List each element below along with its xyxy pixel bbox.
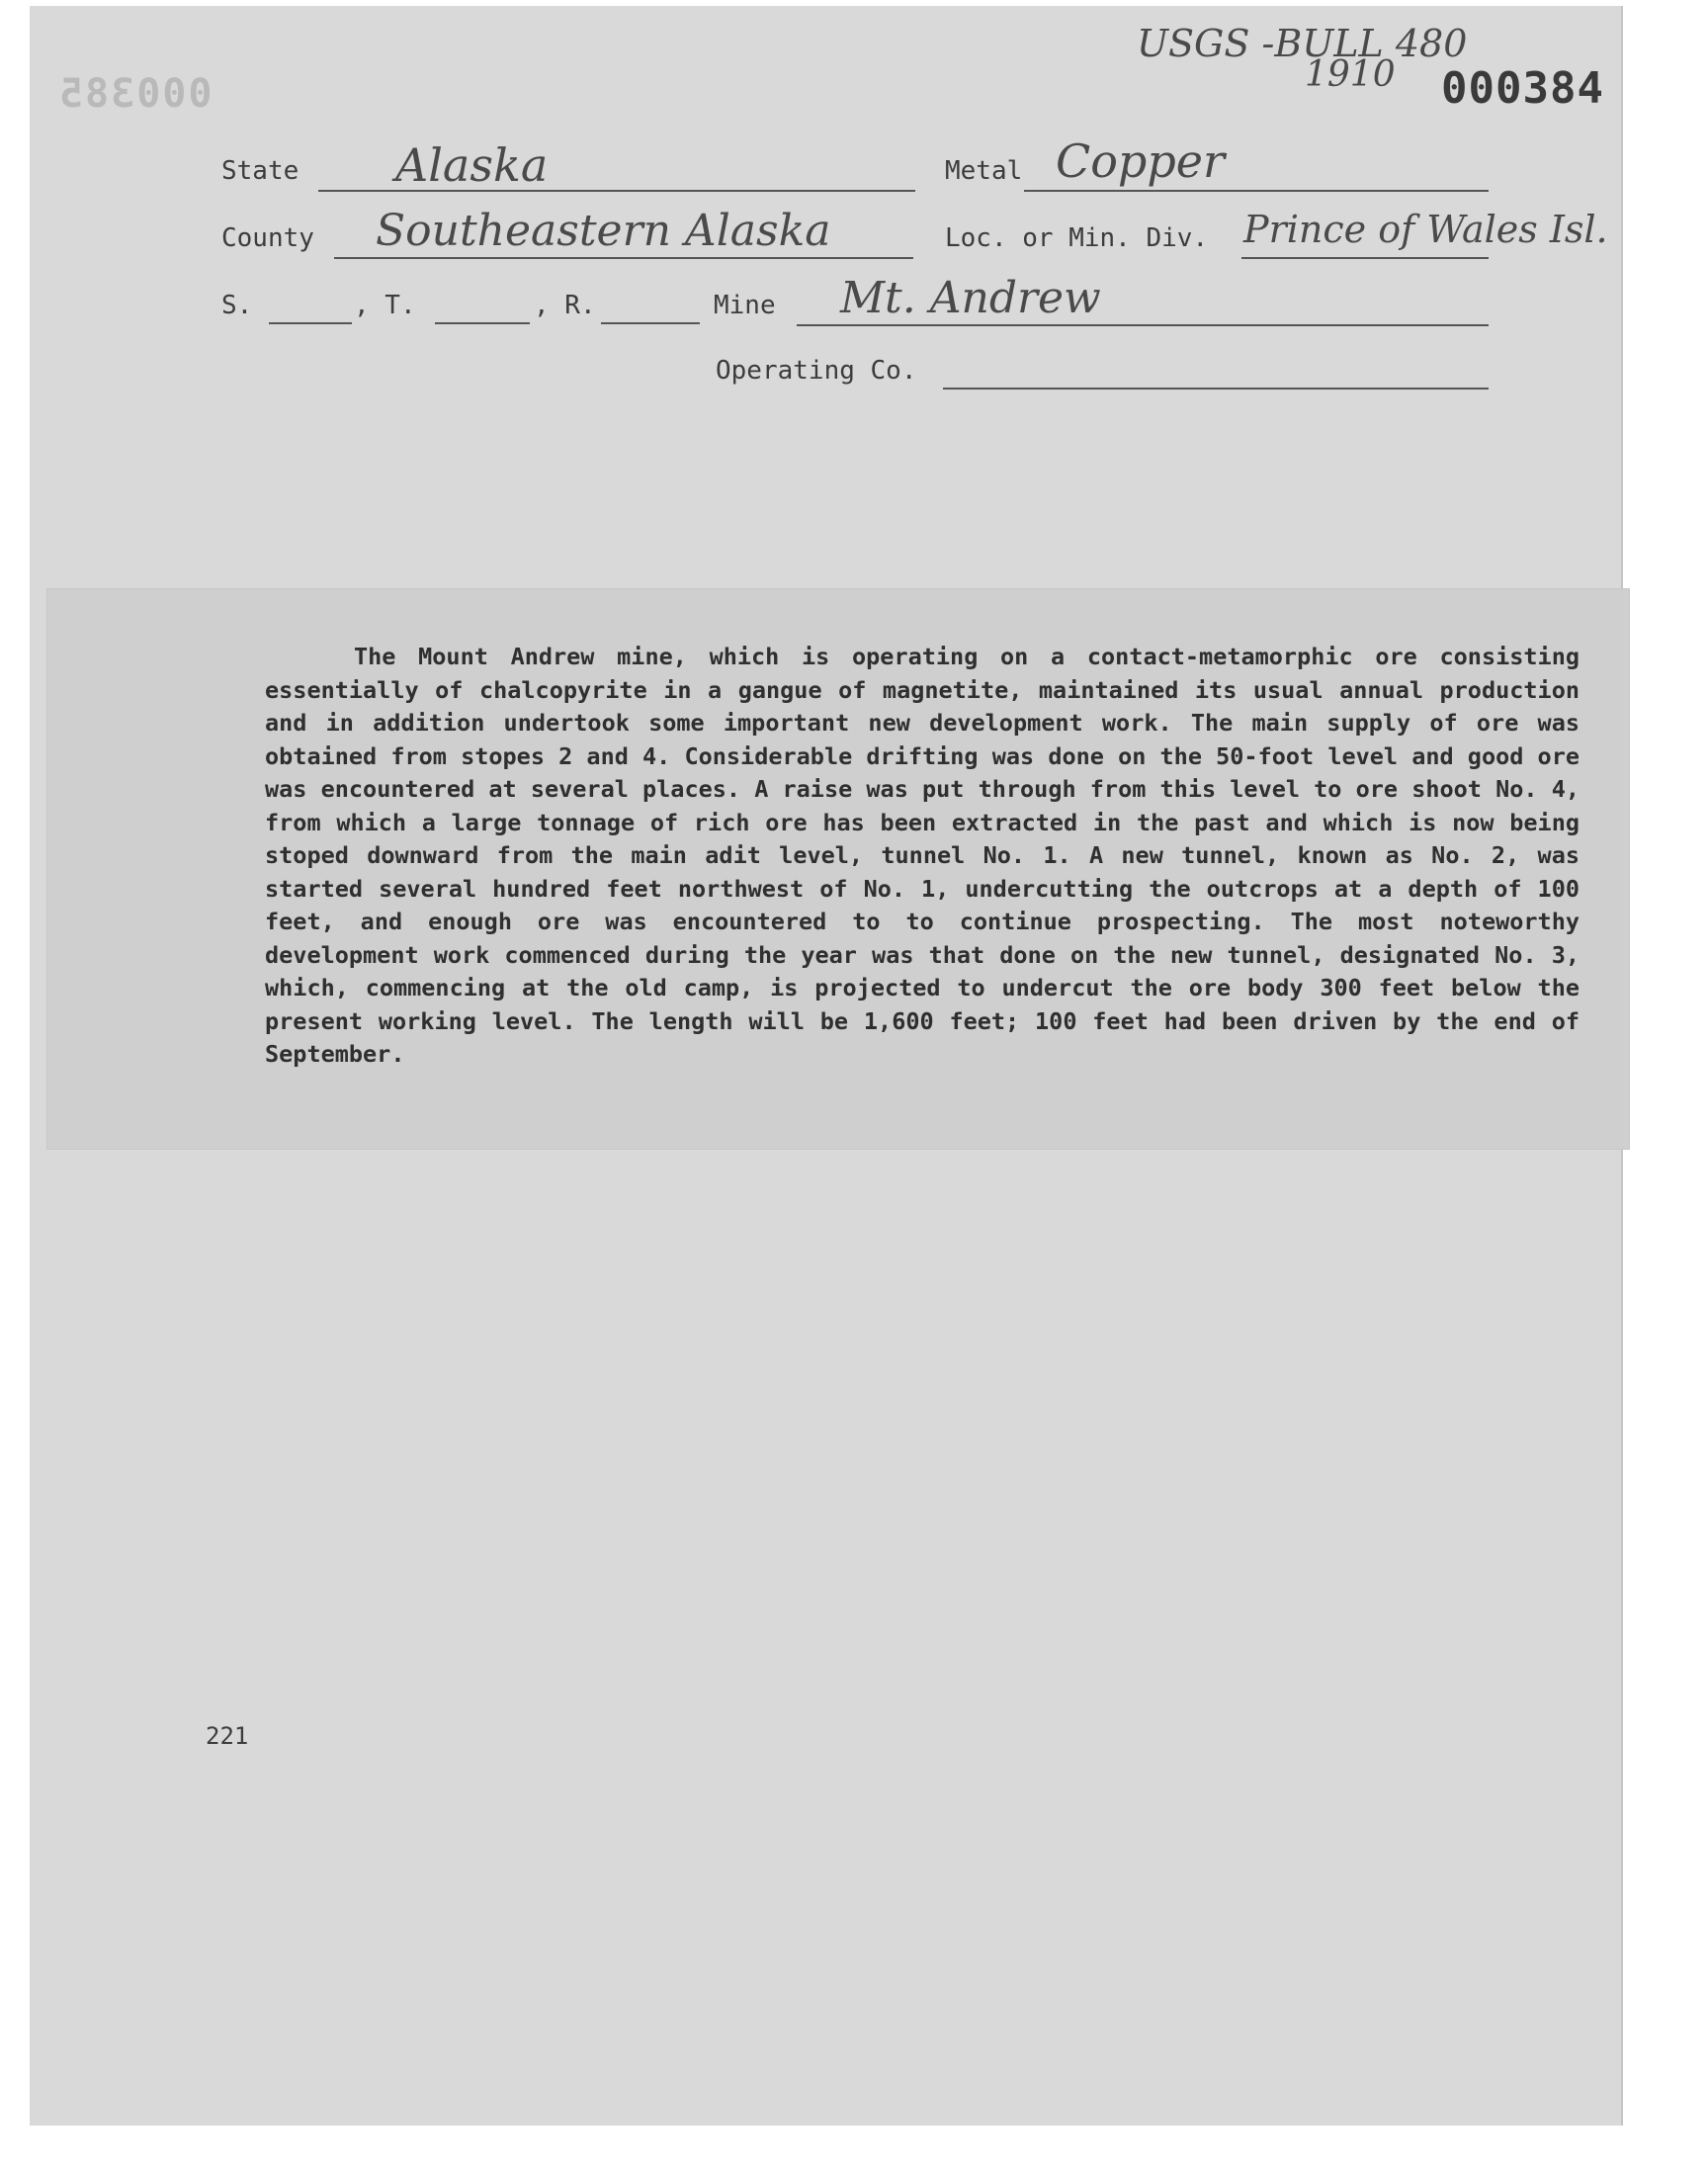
metal-label: Metal [945,156,1023,186]
location-value: Prince of Wales Isl. [1243,208,1608,251]
clipping-paragraph: The Mount Andrew mine, which is operating on a contact-metamorphic ore consisting essentially of chalcopyrite in a gangue of magnetite, maintained its usual annual production and in addition undertook some important new development work. The main supply of ore was obtained from stopes 2 and 4. Considerable drifting was done on the 50-foot level and good ore was encountered at several places. A raise was put through from this level to ore shoot No. 4, from which a large tonnage of rich ore has been extracted in the past and which is now being stoped downward from the main adit level, tunnel No. 1. A new tunnel, known as No. 2, was started several hundred feet northwest of No. 1, undercutting the outcrops at a depth of 100 feet, and enough ore was encountered to to continue prospecting. The most noteworthy development work commenced during the year was that done on the new tunnel, designated No. 3, which, commencing at the old camp, is projected to undercut the ore body 300 feet below the present working level. The length will be 1,600 feet; 100 feet had been driven by the end of September. [265,643,1580,1068]
bleed-through-number: 000385 [57,71,213,117]
location-line [1241,257,1489,259]
state-value: Alaska [395,138,549,192]
county-line [334,257,913,259]
location-label: Loc. or Min. Div. [945,223,1209,253]
section-label: S. [221,291,253,320]
mine-line [797,324,1489,326]
county-label: County [221,223,314,253]
township-line [435,322,530,324]
section-line [269,322,352,324]
document-number: 000384 [1441,63,1604,114]
handwritten-year: 1910 [1305,54,1396,95]
handwritten-reference: USGS -BULL 480 [1137,22,1468,65]
township-label: , T. [354,291,416,320]
operating-co-label: Operating Co. [716,356,917,386]
operating-co-line [943,388,1489,390]
mine-value: Mt. Andrew [840,273,1101,323]
metal-line [1024,190,1489,192]
state-label: State [221,156,299,186]
county-value: Southeastern Alaska [376,206,831,256]
pasted-clipping [47,589,1629,1149]
range-line [601,322,700,324]
mine-label: Mine [714,291,776,320]
range-label: , R. [534,291,596,320]
page-number: 221 [206,1722,249,1750]
metal-value: Copper [1056,134,1225,188]
